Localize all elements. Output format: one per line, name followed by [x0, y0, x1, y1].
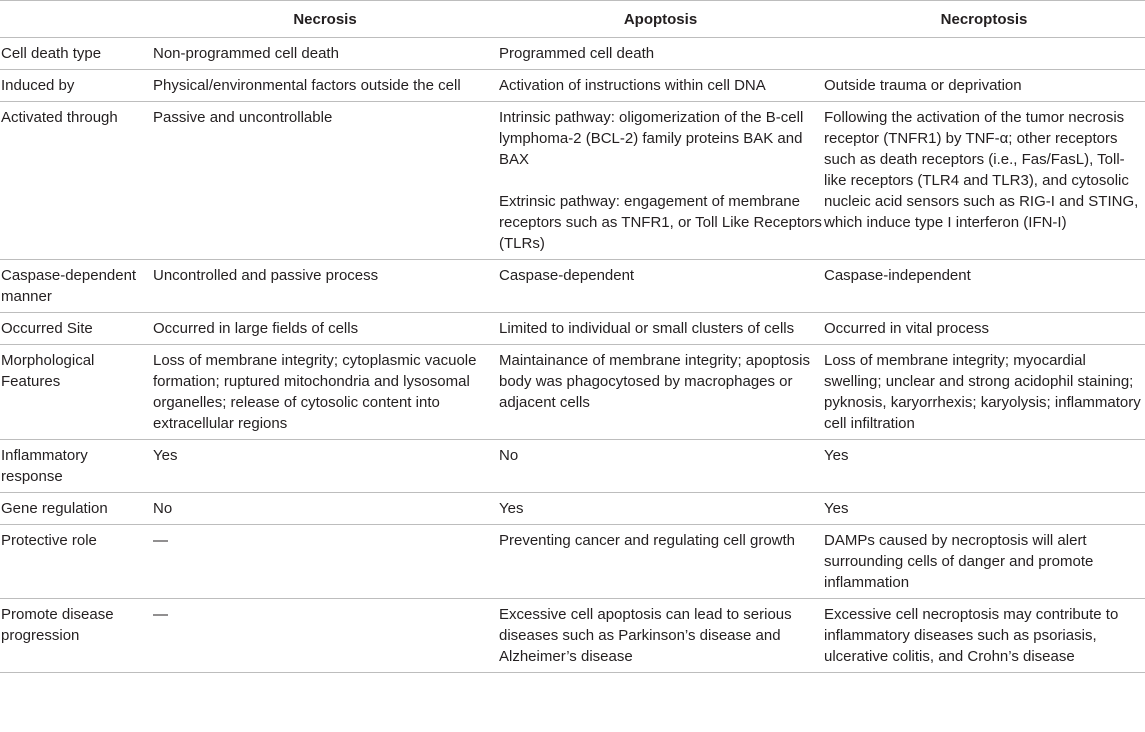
row-label: Caspase-dependent manner [0, 260, 152, 313]
cell-apoptosis-text: Yes [499, 500, 524, 517]
cell-apoptosis-text: Extrinsic pathway: engagement of membrane receptors such as TNFR1, or Toll Like Receptors (TLRs) [499, 193, 822, 252]
cell-necroptosis: Yes [823, 440, 1145, 493]
cell-necrosis: Occurred in large fields of cells [152, 313, 498, 345]
cell-apoptosis [498, 599, 823, 673]
table-row [0, 525, 1145, 599]
cell-apoptosis-text: Intrinsic pathway: oligomerization of the B-cell lymphoma-2 (BCL-2) family proteins BAK and BAX [499, 109, 804, 168]
cell-necrosis: — [152, 599, 498, 673]
cell-apoptosis-text: Activation of instructions within cell DNA [499, 77, 766, 94]
row-label: Gene regulation [0, 493, 152, 525]
cell-apoptosis-text: Programmed cell death [499, 45, 655, 62]
cell-apoptosis [498, 260, 823, 313]
cell-apoptosis [498, 313, 823, 345]
cell-apoptosis-text: Preventing cancer and regulating cell growth [499, 532, 796, 549]
table-row [0, 599, 1145, 673]
cell-necrosis: Loss of membrane integrity; cytoplasmic vacuole formation; ruptured mitochondria and lysosomal organelles; release of cytosolic content into extracellular regions [152, 345, 498, 440]
cell-apoptosis [498, 525, 823, 599]
cell-necrosis: Physical/environmental factors outside the cell [152, 70, 498, 102]
cell-apoptosis [498, 493, 823, 525]
cell-apoptosis-text: Caspase-dependent [499, 267, 635, 284]
cell-apoptosis [498, 70, 823, 102]
cell-apoptosis-text: No [499, 447, 519, 464]
row-label: Activated through [0, 102, 152, 260]
cell-necroptosis: Excessive cell necroptosis may contribute to inflammatory diseases such as psoriasis, ulcerative colitis, and Crohn’s disease [823, 599, 1145, 673]
cell-necrosis: Yes [152, 440, 498, 493]
header-necroptosis: Necroptosis [823, 1, 1145, 38]
cell-necrosis: No [152, 493, 498, 525]
cell-apoptosis [498, 102, 823, 260]
table-row [0, 102, 1145, 260]
row-label: Induced by [0, 70, 152, 102]
row-label: Inflammatory response [0, 440, 152, 493]
table-row [0, 493, 1145, 525]
table-row [0, 313, 1145, 345]
cell-apoptosis-text: Excessive cell apoptosis can lead to serious diseases such as Parkinson’s disease and Alzheimer’s disease [499, 606, 792, 665]
cell-necrosis: Uncontrolled and passive process [152, 260, 498, 313]
cell-necrosis: — [152, 525, 498, 599]
row-label: Protective role [0, 525, 152, 599]
cell-necroptosis: Caspase-independent [823, 260, 1145, 313]
cell-necroptosis: Occurred in vital process [823, 313, 1145, 345]
table-row [0, 70, 1145, 102]
header-blank [0, 1, 152, 38]
cell-apoptosis [498, 345, 823, 440]
cell-necroptosis: Outside trauma or deprivation [823, 70, 1145, 102]
cell-necroptosis: Loss of membrane integrity; myocardial swelling; unclear and strong acidophil staining; pyknosis, karyorrhexis; karyolysis; inflammatory cell infiltration [823, 345, 1145, 440]
table-row [0, 38, 1145, 70]
header-apoptosis: Apoptosis [498, 1, 823, 38]
cell-apoptosis [498, 38, 823, 70]
cell-necrosis: Non-programmed cell death [152, 38, 498, 70]
header-necrosis: Necrosis [152, 1, 498, 38]
row-label: Cell death type [0, 38, 152, 70]
row-label: Morphological Features [0, 345, 152, 440]
header-row [0, 1, 1145, 38]
cell-necroptosis: Following the activation of the tumor necrosis receptor (TNFR1) by TNF-α; other receptors such as death receptors (i.e., Fas/FasL), Toll-like receptors (TLR4 and TLR3), and cytosolic nucleic acid sensors such as RIG-I and STING, which induce type I interferon (IFN-I) [823, 102, 1145, 260]
cell-apoptosis-text: Maintainance of membrane integrity; apoptosis body was phagocytosed by macrophages or adjacent cells [499, 352, 811, 411]
cell-necrosis: Passive and uncontrollable [152, 102, 498, 260]
row-label: Occurred Site [0, 313, 152, 345]
cell-apoptosis [498, 440, 823, 493]
cell-necroptosis: DAMPs caused by necroptosis will alert surrounding cells of danger and promote inflammation [823, 525, 1145, 599]
table-row [0, 345, 1145, 440]
table-body [0, 38, 1145, 673]
cell-apoptosis-text: Limited to individual or small clusters of cells [499, 320, 795, 337]
cell-necroptosis [823, 38, 1145, 70]
table-row [0, 440, 1145, 493]
cell-necroptosis: Yes [823, 493, 1145, 525]
table-row [0, 260, 1145, 313]
row-label: Promote disease progression [0, 599, 152, 673]
